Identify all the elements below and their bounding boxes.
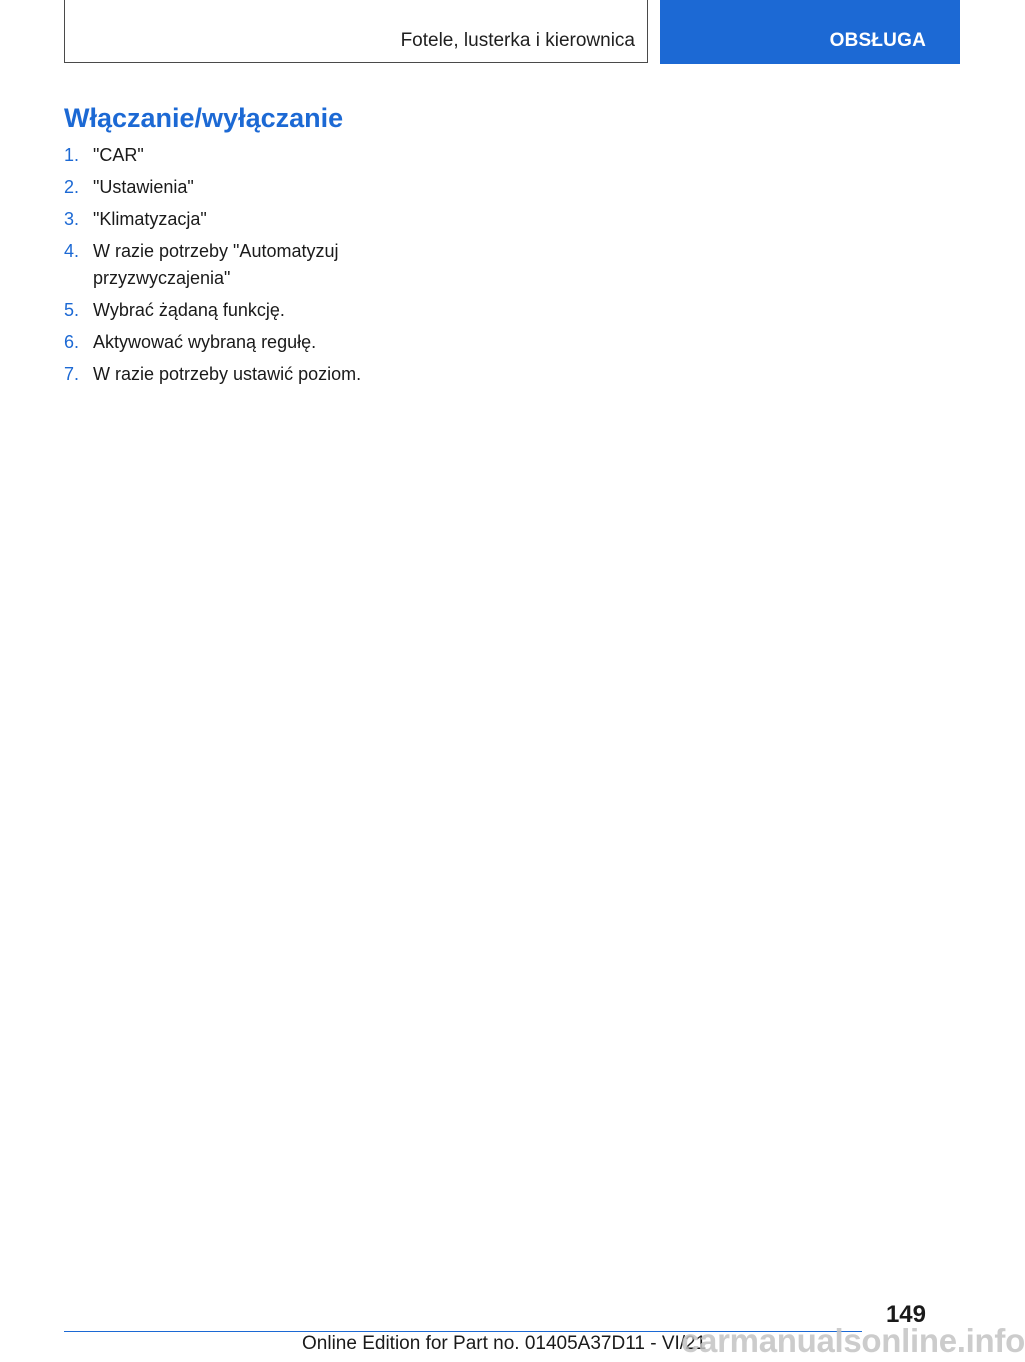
list-item	[64, 238, 444, 292]
step-number: 2.	[64, 177, 80, 197]
step-text: "Klimatyzacja"	[93, 209, 207, 229]
step-number: 6.	[64, 332, 80, 352]
step-text: W razie potrzeby "Automatyzuj przyzwyczajenia"	[93, 241, 339, 288]
list-item	[64, 361, 444, 388]
list-item	[64, 174, 444, 201]
steps-list	[64, 142, 444, 393]
section-tab-label: OBSŁUGA	[829, 30, 926, 51]
header-chapter-box	[64, 0, 648, 63]
section-tab	[660, 0, 960, 64]
step-text: W razie potrzeby ustawić poziom.	[93, 364, 362, 384]
step-number: 3.	[64, 209, 80, 229]
step-number: 1.	[64, 145, 80, 165]
list-item	[64, 297, 444, 324]
step-text: "Ustawienia"	[93, 177, 194, 197]
step-text: Wybrać żądaną funkcję.	[93, 300, 285, 320]
list-item	[64, 142, 444, 169]
section-title: Włączanie/wyłączanie	[64, 103, 344, 133]
step-number: 4.	[64, 241, 80, 261]
step-number: 7.	[64, 364, 80, 384]
step-number: 5.	[64, 300, 80, 320]
list-item	[64, 329, 444, 356]
list-item	[64, 206, 444, 233]
watermark: carmanualsonline.info	[681, 1322, 1025, 1359]
step-text: "CAR"	[93, 145, 144, 165]
edition-note: Online Edition for Part no. 01405A37D11 - VI/21	[302, 1333, 707, 1354]
page-number: 149	[885, 1301, 926, 1328]
chapter-title: Fotele, lusterka i kierownica	[400, 30, 635, 51]
step-text: Aktywować wybraną regułę.	[93, 332, 317, 352]
